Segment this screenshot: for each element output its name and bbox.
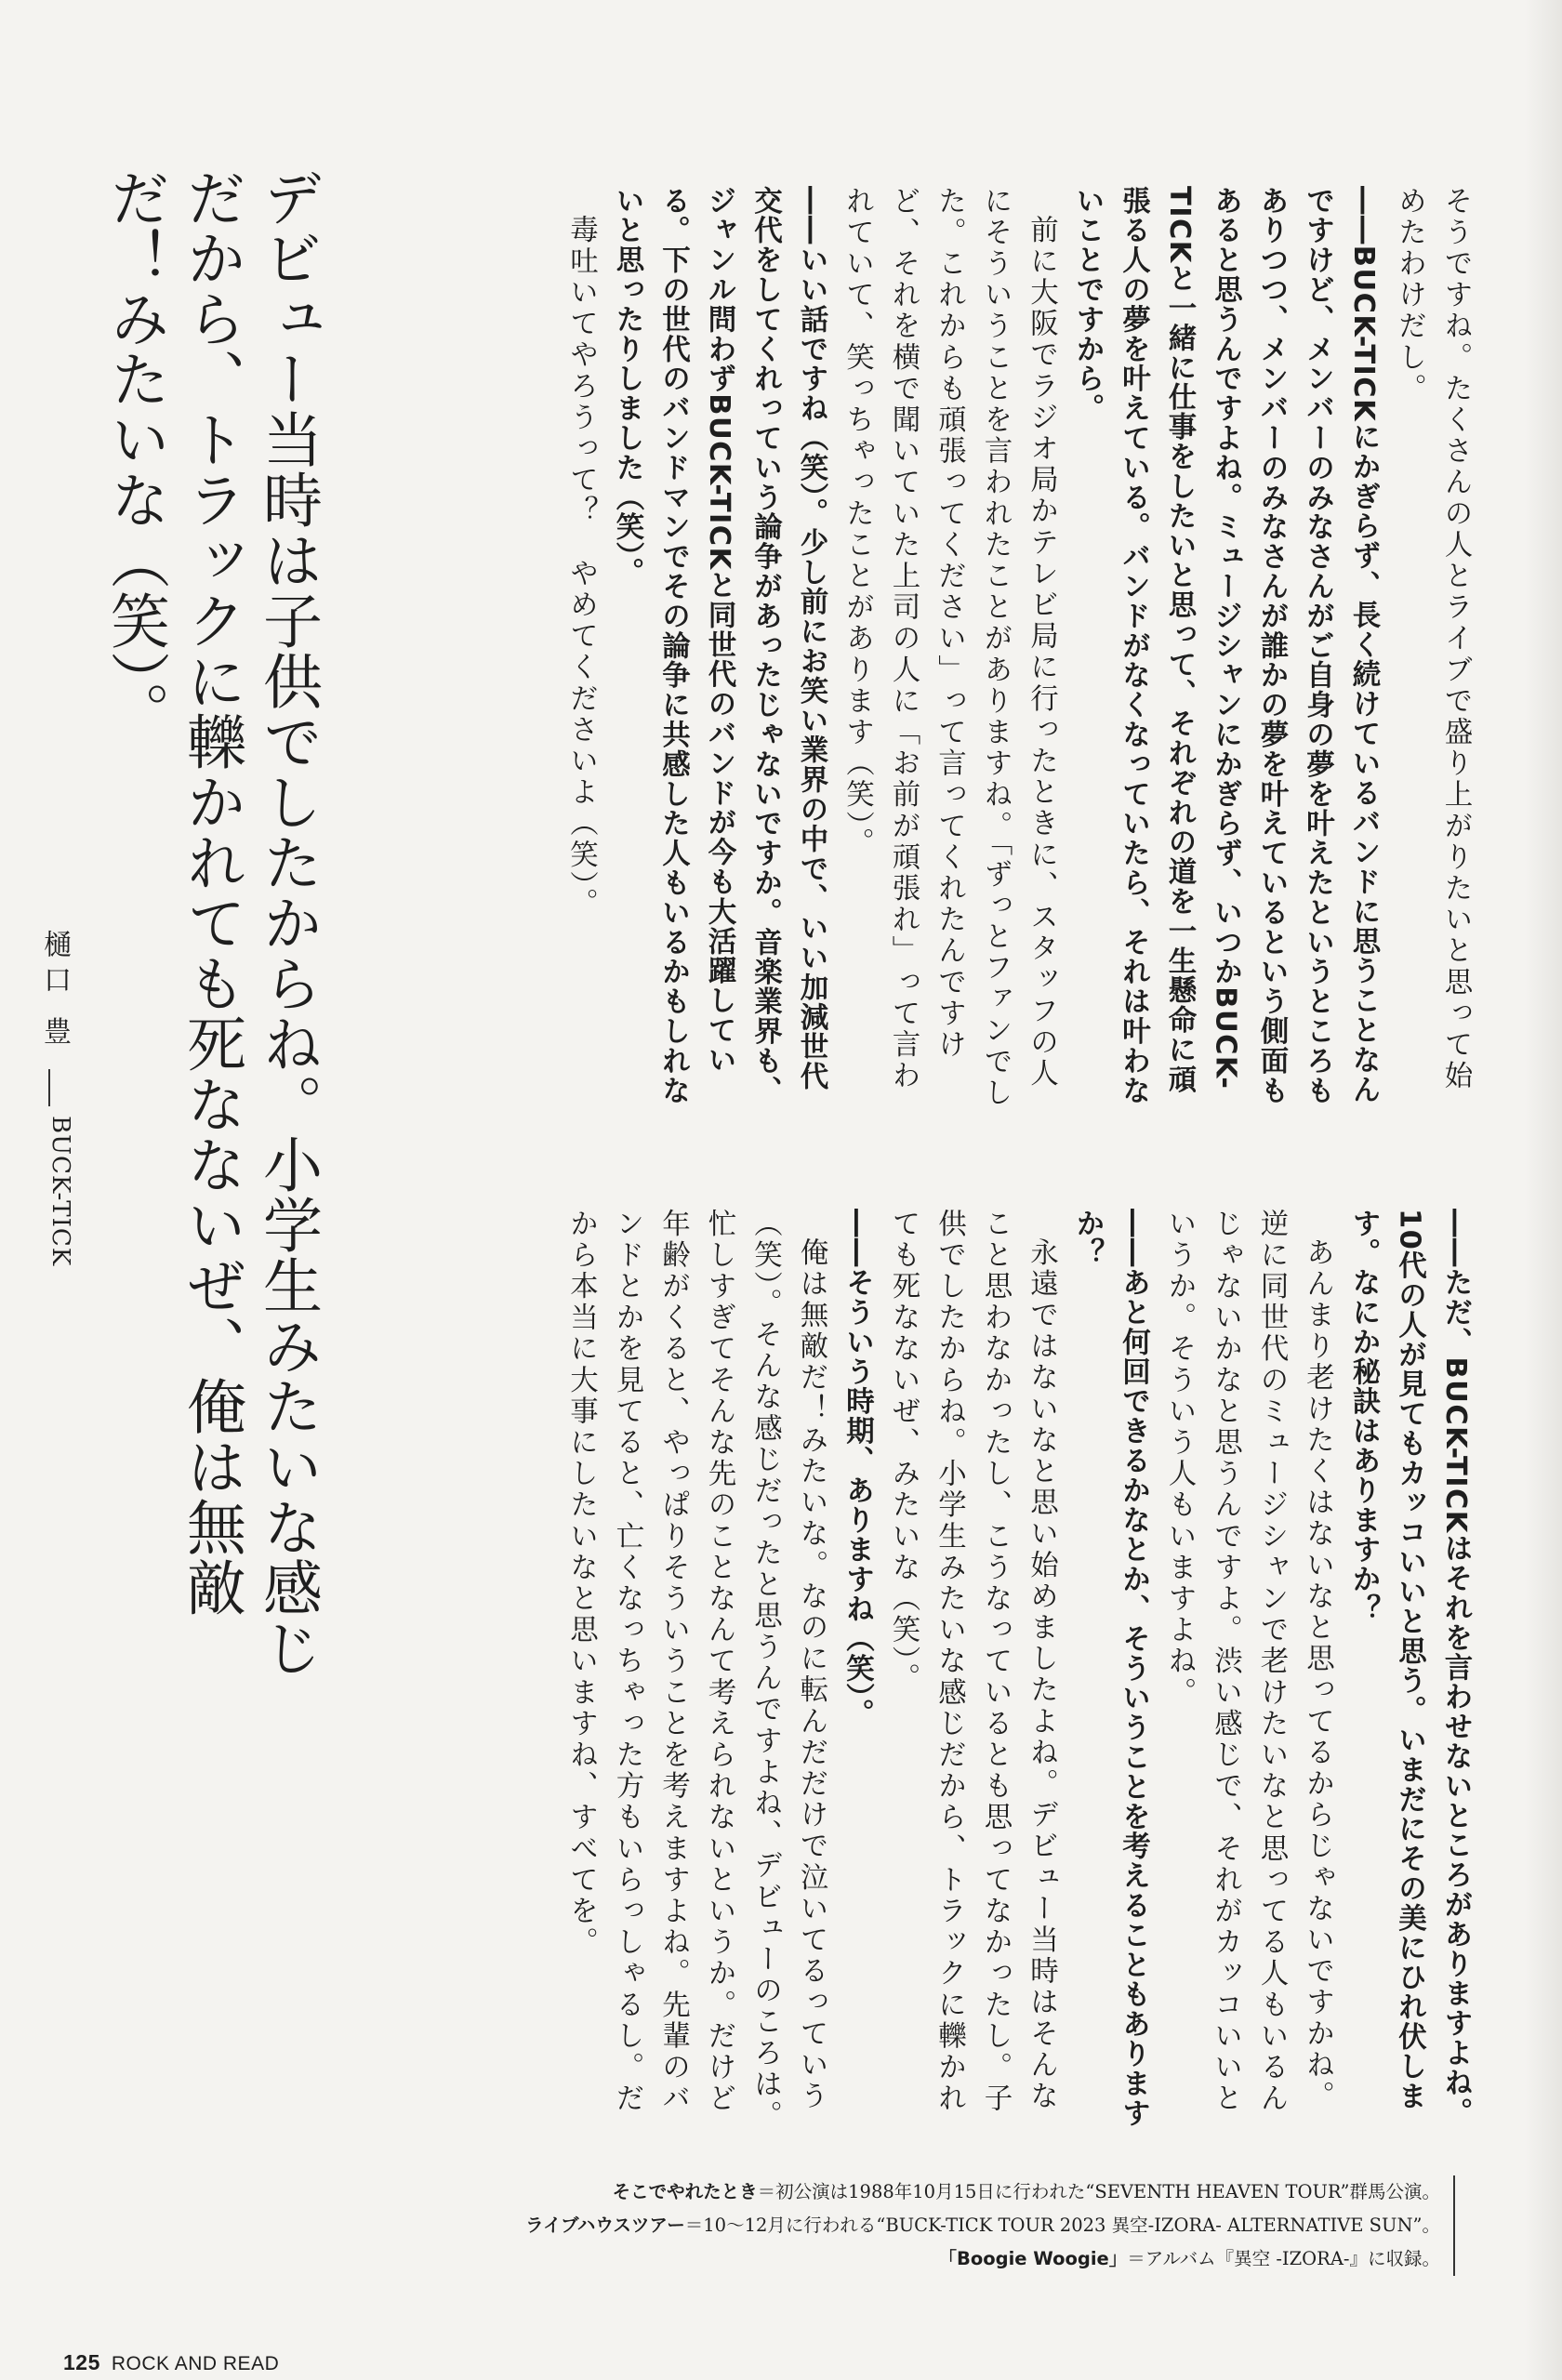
pull-quote: デビュー当時は子供でしたからね。小学生みたいな感じだから、トラックに轢かれても死なないぜ、俺は無敵だ！みたいな（笑）。 <box>100 167 322 1678</box>
page-number: 125 <box>63 2350 100 2374</box>
answer-paragraph: あんまり老けたくはないなと思ってるからじゃないですかね。逆に同世代のミュージシャンで老けたいなと思ってる人もいるんじゃないかなと思うんですよ。渋い感じで、それがカッコいいというか。そういう人もいますよね。 <box>1163 1209 1334 2115</box>
question-paragraph: ――そういう時期、ありますね（笑）。 <box>841 1209 874 1728</box>
answer-paragraph: 前に大阪でラジオ局かテレビ局に行ったときに、スタッフの人にそういうことを言われたことがありますね。「ずっとファンでした。これからも頑張ってください」って言ってくれたんですけど、それを横で聞いていた上司の人に「お前が頑張れ」って言われていて、笑っちゃったことがあります（笑）。 <box>841 186 1058 1109</box>
footnotes <box>324 2175 1455 2276</box>
footnote-desc: ＝初公演は1988年10月15日に行われた“SEVENTH HEAVEN TOUR”群馬公演。 <box>757 2181 1440 2202</box>
answer-paragraph: 永遠ではないなと思い始めましたよね。デビュー当時はそんなこと思わなかったし、こうなっているとも思ってなかったし。子供でしたからね。小学生みたいな感じだから、トラックに轢かれても死なないぜ、みたいな（笑）。 <box>887 1209 1058 2115</box>
answer-paragraph: 毒吐いてやろうって？ やめてくださいよ（笑）。 <box>564 214 598 919</box>
footnote-desc: ＝10～12月に行われる“BUCK-TICK TOUR 2023 異空-IZORA- ALTERNATIVE SUN”。 <box>684 2215 1440 2236</box>
byline-name: 樋口 豊 <box>38 930 71 1052</box>
footnote-row <box>324 2242 1440 2276</box>
magazine-name: ROCK AND READ <box>111 2353 280 2374</box>
footnote-term: そこでやれたとき <box>612 2181 758 2202</box>
question-paragraph: ――BUCK-TICKにかぎらず、長く続けているバンドに思うことなんですけど、メンバーのみなさんがご自身の夢を叶えたというところもありつつ、メンバーのみなさんが誰かの夢を叶えているという側面もあると思うんですよね。ミュージシャンにかぎらず、いつかBUCK-TICKと一緒に仕事をしたいと思って、それぞれの道を一生懸命に頑張る人の夢を叶えている。バンドがなくなっていたら、それは叶わないことですから。 <box>1071 186 1380 1105</box>
article-top-block <box>372 186 1478 1116</box>
answer-paragraph: 俺は無敵だ！みたいな。なのに転んだだけで泣いてるっていう（笑）。そんな感じだったと思うんですよね、デビューのころは。忙しすぎてそんな先のことなんて考えられないというか。だけど年齢がくると、やっぱりそういうことを考えますよね。先輩のバンドとかを見てると、亡くなっちゃった方もいらっしゃるし。だから本当に大事にしたいなと思いますね、すべてを。 <box>564 1209 827 2132</box>
footnote-desc: ＝アルバム『異空 -IZORA-』に収録。 <box>1127 2248 1440 2269</box>
footnote-row <box>324 2209 1440 2242</box>
footnote-row <box>324 2175 1440 2209</box>
page-edge-shadow <box>1525 0 1562 2380</box>
question-paragraph: ――いい話ですね（笑）。少し前にお笑い業界の中で、いい加減世代交代をしてくれっていう論争があったじゃないですか。音楽業界も、ジャンル問わずBUCK-TICKと同世代のバンドが今も大活躍している。下の世代のバンドマンでその論争に共感した人もいるかもしれないと思ったりしました（笑）。 <box>611 186 827 1105</box>
question-paragraph: ――ただ、BUCK-TICKはそれを言わせないところがありますよね。10代の人が見てもカッコいいと思う。いまだにその美にひれ伏します。なにか秘訣はありますか？ <box>1347 1209 1472 2127</box>
question-paragraph: ――あと何回できるかなとか、そういうことを考えることもありますか？ <box>1071 1209 1150 2128</box>
byline-divider <box>48 1069 50 1106</box>
byline-band: BUCK-TICK <box>46 1116 74 1267</box>
footnote-term: 「Boogie Woogie」 <box>938 2248 1128 2269</box>
article-bottom-block <box>437 1209 1478 2138</box>
page-folio <box>63 2350 279 2375</box>
answer-paragraph: そうですね。たくさんの人とライブで盛り上がりたいと思って始めたわけだし。 <box>1393 186 1472 1092</box>
footnote-term: ライブハウスツアー <box>525 2215 685 2236</box>
